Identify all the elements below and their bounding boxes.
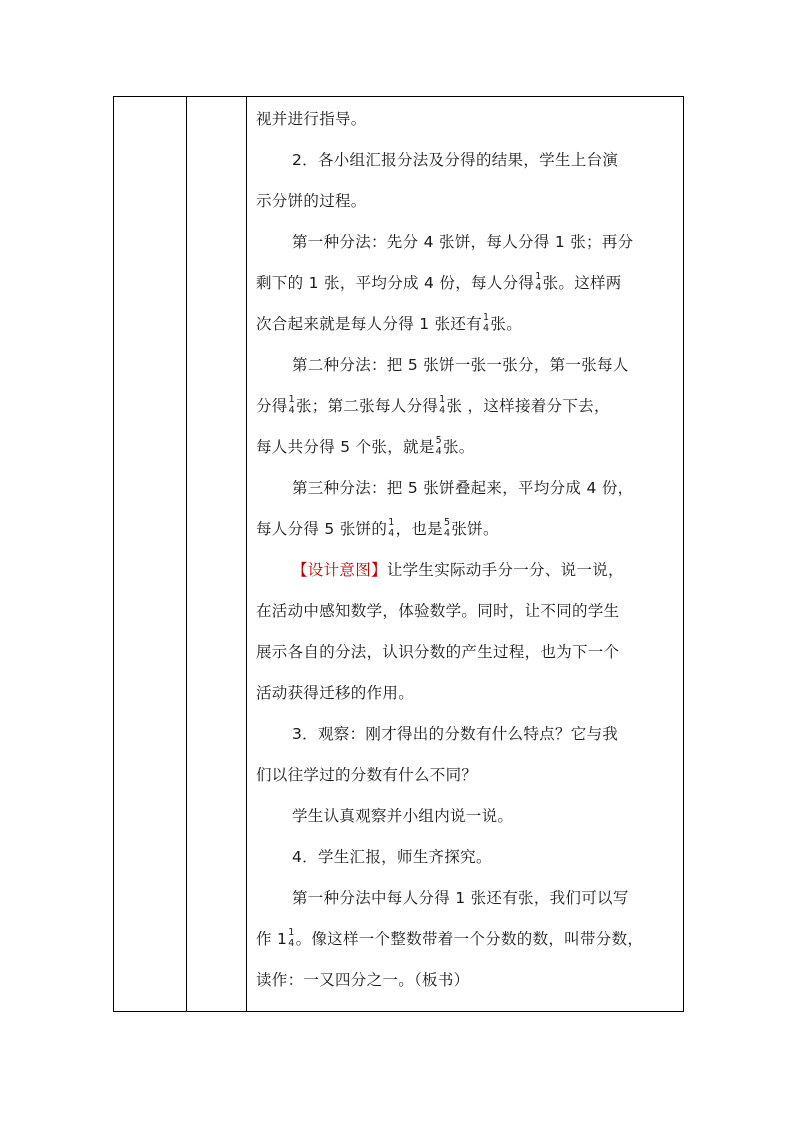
text-segment: 在活动中感知数学，体验数学。同时，让不同的学生 — [256, 602, 620, 620]
fraction-denominator: 4 — [288, 938, 295, 949]
text-segment: 每人分得 5 张饼的 — [256, 520, 388, 538]
fraction-denominator: 4 — [483, 323, 490, 334]
text-segment: 们以往学过的分数有什么不同？ — [256, 766, 478, 784]
text-line — [256, 140, 680, 181]
text-segment: ，也是 — [395, 520, 443, 538]
text-segment: 第二种分法：把 5 张饼一张一张分，第一张每人 — [292, 356, 629, 374]
text-line — [256, 222, 680, 263]
fraction-numerator: 1 — [388, 517, 395, 528]
fraction-denominator: 4 — [288, 405, 295, 416]
text-segment: 第三种分法：把 5 张饼叠起来，平均分成 4 份， — [292, 479, 634, 497]
text-line — [256, 304, 680, 345]
fraction — [388, 518, 394, 539]
fraction — [436, 436, 442, 457]
column-divider-1 — [186, 97, 187, 1011]
fraction-denominator: 4 — [435, 446, 442, 457]
text-segment: 张。这样两 — [542, 274, 622, 292]
fraction-denominator: 4 — [535, 282, 542, 293]
fraction — [535, 272, 541, 293]
text-line — [256, 919, 680, 960]
fraction-numerator: 5 — [435, 435, 442, 446]
text-segment: 作 1 — [256, 930, 288, 948]
fraction — [483, 313, 489, 334]
fraction — [439, 395, 445, 416]
text-segment: 张。 — [490, 315, 522, 333]
text-segment: 4．学生汇报，师生齐探究。 — [292, 848, 492, 866]
text-segment: 示分饼的过程。 — [256, 192, 367, 210]
text-segment: 分得 — [256, 397, 288, 415]
text-line — [256, 632, 680, 673]
text-segment: 第一种分法：先分 4 张饼，每人分得 1 张；再分 — [292, 233, 634, 251]
fraction-numerator: 1 — [288, 927, 295, 938]
fraction-denominator: 4 — [388, 528, 395, 539]
text-segment: 2．各小组汇报分法及分得的结果，学生上台演 — [292, 151, 619, 169]
fraction-denominator: 4 — [439, 405, 446, 416]
text-line — [256, 468, 680, 509]
text-line — [256, 755, 680, 796]
fraction-numerator: 1 — [439, 394, 446, 405]
text-segment: 剩下的 1 张，平均分成 4 份，每人分得 — [256, 274, 535, 292]
text-segment: 张饼。 — [451, 520, 499, 538]
text-line — [256, 386, 680, 427]
fraction — [289, 395, 295, 416]
text-line — [256, 591, 680, 632]
text-segment: 活动获得迁移的作用。 — [256, 684, 415, 702]
text-line — [256, 796, 680, 837]
fraction-numerator: 1 — [288, 394, 295, 405]
text-segment: 张；第二张每人分得 — [295, 397, 439, 415]
fraction-numerator: 1 — [483, 312, 490, 323]
text-line — [256, 427, 680, 468]
fraction — [444, 518, 450, 539]
text-segment: 视并进行指导。 — [256, 110, 367, 128]
text-line — [256, 837, 680, 878]
fraction-numerator: 1 — [535, 271, 542, 282]
text-line — [256, 714, 680, 755]
text-line — [256, 960, 680, 1001]
fraction-numerator: 5 — [443, 517, 451, 528]
text-segment: 第一种分法中每人分得 1 张还有张，我们可以写 — [292, 889, 629, 907]
text-line — [256, 550, 680, 591]
fraction — [288, 928, 294, 949]
text-segment: 让学生实际动手分一分、说一说， — [386, 561, 624, 579]
text-line — [256, 673, 680, 714]
text-line — [256, 509, 680, 550]
text-line — [256, 181, 680, 222]
text-segment: 每人共分得 5 个张，就是 — [256, 438, 435, 456]
design-intent-label: 【设计意图】 — [292, 561, 387, 579]
text-segment: 次合起来就是每人分得 1 张还有 — [256, 315, 483, 333]
text-line — [256, 99, 680, 140]
text-line — [256, 878, 680, 919]
text-segment: 3．观察：刚才得出的分数有什么特点？它与我 — [292, 725, 619, 743]
text-line — [256, 345, 680, 386]
text-segment: 读作：一又四分之一。（板书） — [256, 971, 470, 989]
text-segment: 张。 — [442, 438, 475, 456]
text-segment: 张 ，这样接着分下去， — [446, 397, 610, 415]
lesson-content-cell — [256, 99, 680, 1001]
text-segment: 学生认真观察并小组内说一说。 — [292, 807, 514, 825]
lesson-table — [113, 96, 684, 1012]
text-segment: 。像这样一个整数带着一个分数的数，叫带分数， — [295, 930, 644, 948]
fraction-denominator: 4 — [443, 528, 451, 539]
column-divider-2 — [246, 97, 247, 1011]
text-segment: 展示各自的分法，认识分数的产生过程，也为下一个 — [256, 643, 620, 661]
text-line — [256, 263, 680, 304]
